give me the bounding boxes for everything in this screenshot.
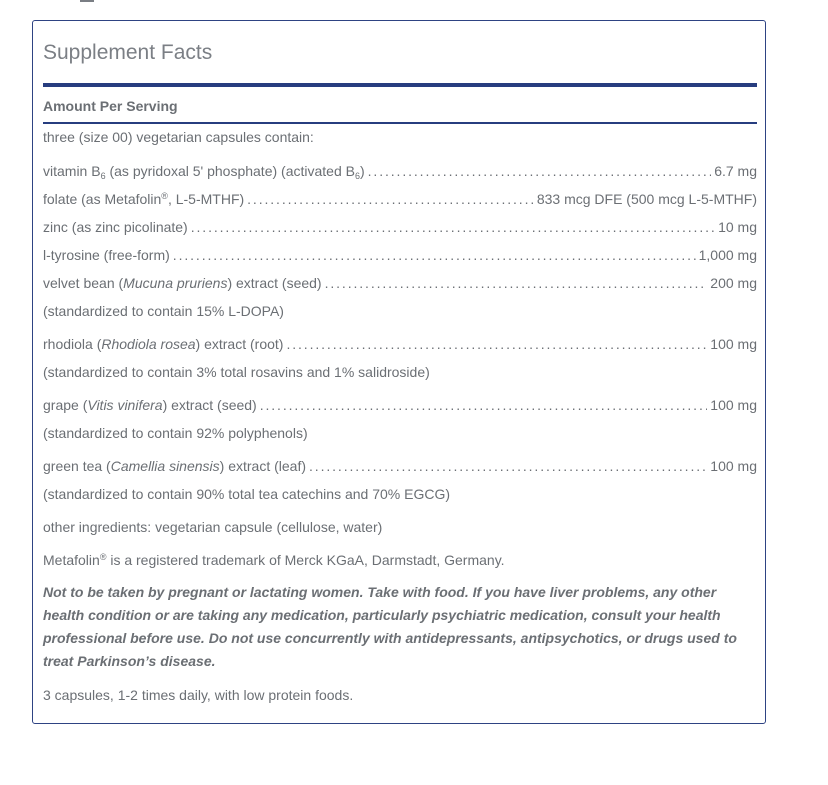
ingredient-amount: 100 mg: [710, 397, 757, 413]
ingredient-row-vitamin-b6: [43, 162, 757, 180]
ingredient-label: folate (as Metafolin®, L-5-MTHF): [43, 191, 245, 207]
directions-text: 3 capsules, 1-2 times daily, with low protein foods.: [43, 687, 354, 703]
ingredient-amount: 6.7 mg: [714, 163, 757, 179]
dot-leader: [286, 335, 707, 353]
ingredient-label: rhodiola (Rhodiola rosea) extract (root): [43, 336, 284, 352]
dot-leader: [191, 218, 715, 236]
ingredient-note-grape: (standardized to contain 92% polyphenols): [43, 425, 308, 441]
ingredient-label: vitamin $B_6$ (as pyridoxal 5' phosphate) (activated $B_6$): [43, 163, 365, 181]
trademark-notice: Metafolin® is a registered trademark of Merck KGaA, Darmstadt, Germany.: [43, 552, 505, 568]
dot-leader: [173, 246, 696, 264]
ingredient-amount: 100 mg: [710, 458, 757, 474]
dot-leader: [368, 162, 712, 180]
ingredient-label: l-tyrosine (free-form): [43, 247, 170, 263]
top-edge-fragment: [80, 0, 94, 2]
ingredient-label: green tea (Camellia sinensis) extract (leaf): [43, 458, 307, 474]
ingredient-amount: 200 mg: [710, 275, 757, 291]
ingredient-row-folate: [43, 190, 757, 208]
amount-per-serving-heading: Amount Per Serving: [43, 98, 178, 114]
warning-text: Not to be taken by pregnant or lactating women. Take with food. If you have liver problems, any other health condition or are taking any medication, particularly psychiatric medication, consult your health professional before use. Do not use concurrently with antidepressants, antipsychotics, or drugs used to treat Parkinson’s disease.: [43, 584, 737, 669]
ingredient-note-rhodiola: (standardized to contain 3% total rosavins and 1% salidroside): [43, 364, 430, 380]
dot-leader: [247, 190, 534, 208]
dot-leader: [325, 274, 708, 292]
ingredient-label: velvet bean (Mucuna pruriens) extract (seed): [43, 275, 322, 291]
ingredient-row-grape: [43, 396, 757, 414]
supplement-facts-panel: [32, 20, 766, 724]
thick-divider: [43, 83, 757, 87]
ingredient-row-velvet-bean: [43, 274, 757, 292]
ingredient-row-zinc: [43, 218, 757, 236]
dot-leader: [309, 457, 707, 475]
ingredient-amount: 100 mg: [710, 336, 757, 352]
dot-leader: [260, 396, 708, 414]
ingredient-note-velvet-bean: (standardized to contain 15% L-DOPA): [43, 303, 284, 319]
ingredient-label: grape (Vitis vinifera) extract (seed): [43, 397, 257, 413]
ingredient-row-green-tea: [43, 457, 757, 475]
ingredient-note-green-tea: (standardized to contain 90% total tea catechins and 70% EGCG): [43, 486, 451, 502]
ingredient-row-l-tyrosine: [43, 246, 757, 264]
thin-divider: [43, 122, 757, 124]
ingredient-label: zinc (as zinc picolinate): [43, 219, 188, 235]
ingredient-row-rhodiola: [43, 335, 757, 353]
ingredient-amount: 10 mg: [718, 219, 757, 235]
other-ingredients: other ingredients: vegetarian capsule (cellulose, water): [43, 519, 383, 535]
serving-intro: three (size 00) vegetarian capsules contain:: [43, 129, 314, 145]
ingredient-amount: 833 mcg DFE (500 mcg L-5-MTHF): [536, 191, 757, 207]
panel-title: Supplement Facts: [43, 41, 213, 64]
ingredient-amount: 1,000 mg: [698, 247, 757, 263]
